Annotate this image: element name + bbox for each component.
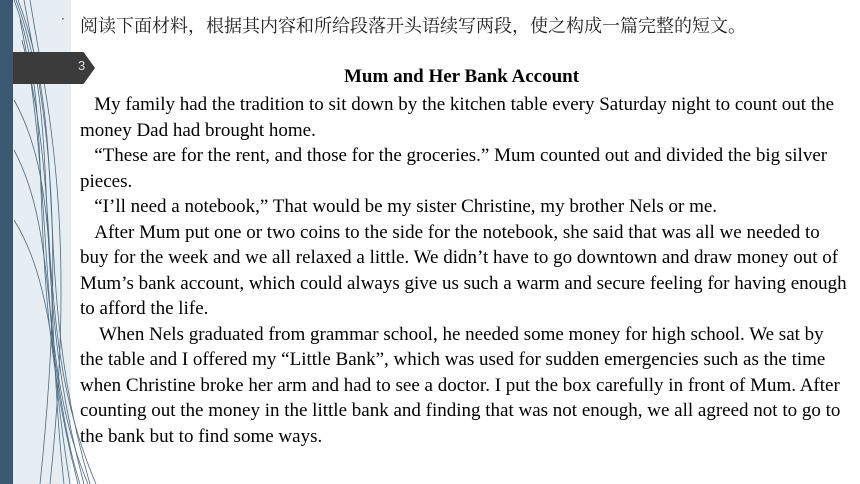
paragraph: “These are for the rent, and those for the groceries.” Mum counted out and divided the big silver pieces. [80, 145, 832, 192]
paragraph: When Nels graduated from grammar school, he needed some money for high school. We sat by the table and I offered my “Little Bank”, which was used for sudden emergencies such as the time when Christine broke her arm and had to see a doctor. I put the box carefully in front of Mum. After counting out the money in the little bank and finding that was not enough, we all agreed not to go to the bank but to find some ways. [80, 323, 846, 447]
paragraph: “I’ll need a notebook,” That would be my sister Christine, my brother Nels or me. [80, 196, 718, 217]
paragraph: After Mum put one or two coins to the side for the notebook, she said that was all we needed to buy for the week and we all relaxed a little. We didn’t have to go downtown and draw money out of Mum’s bank account, which could always give us such a warm and secure feeling for having enough to afford the life. [80, 221, 852, 319]
paragraph: My family had the tradition to sit down by the kitchen table every Saturday night to count out the money Dad had brought home. [80, 94, 839, 141]
document-title: Mum and Her Bank Account [344, 66, 580, 87]
document-body [80, 92, 850, 449]
instruction-text: 阅读下面材料，根据其内容和所给段落开头语续写两段，使之构成一篇完整的短文。 [80, 16, 746, 37]
bullet-dot: · [61, 12, 65, 26]
slide-number: 3 [78, 58, 86, 73]
